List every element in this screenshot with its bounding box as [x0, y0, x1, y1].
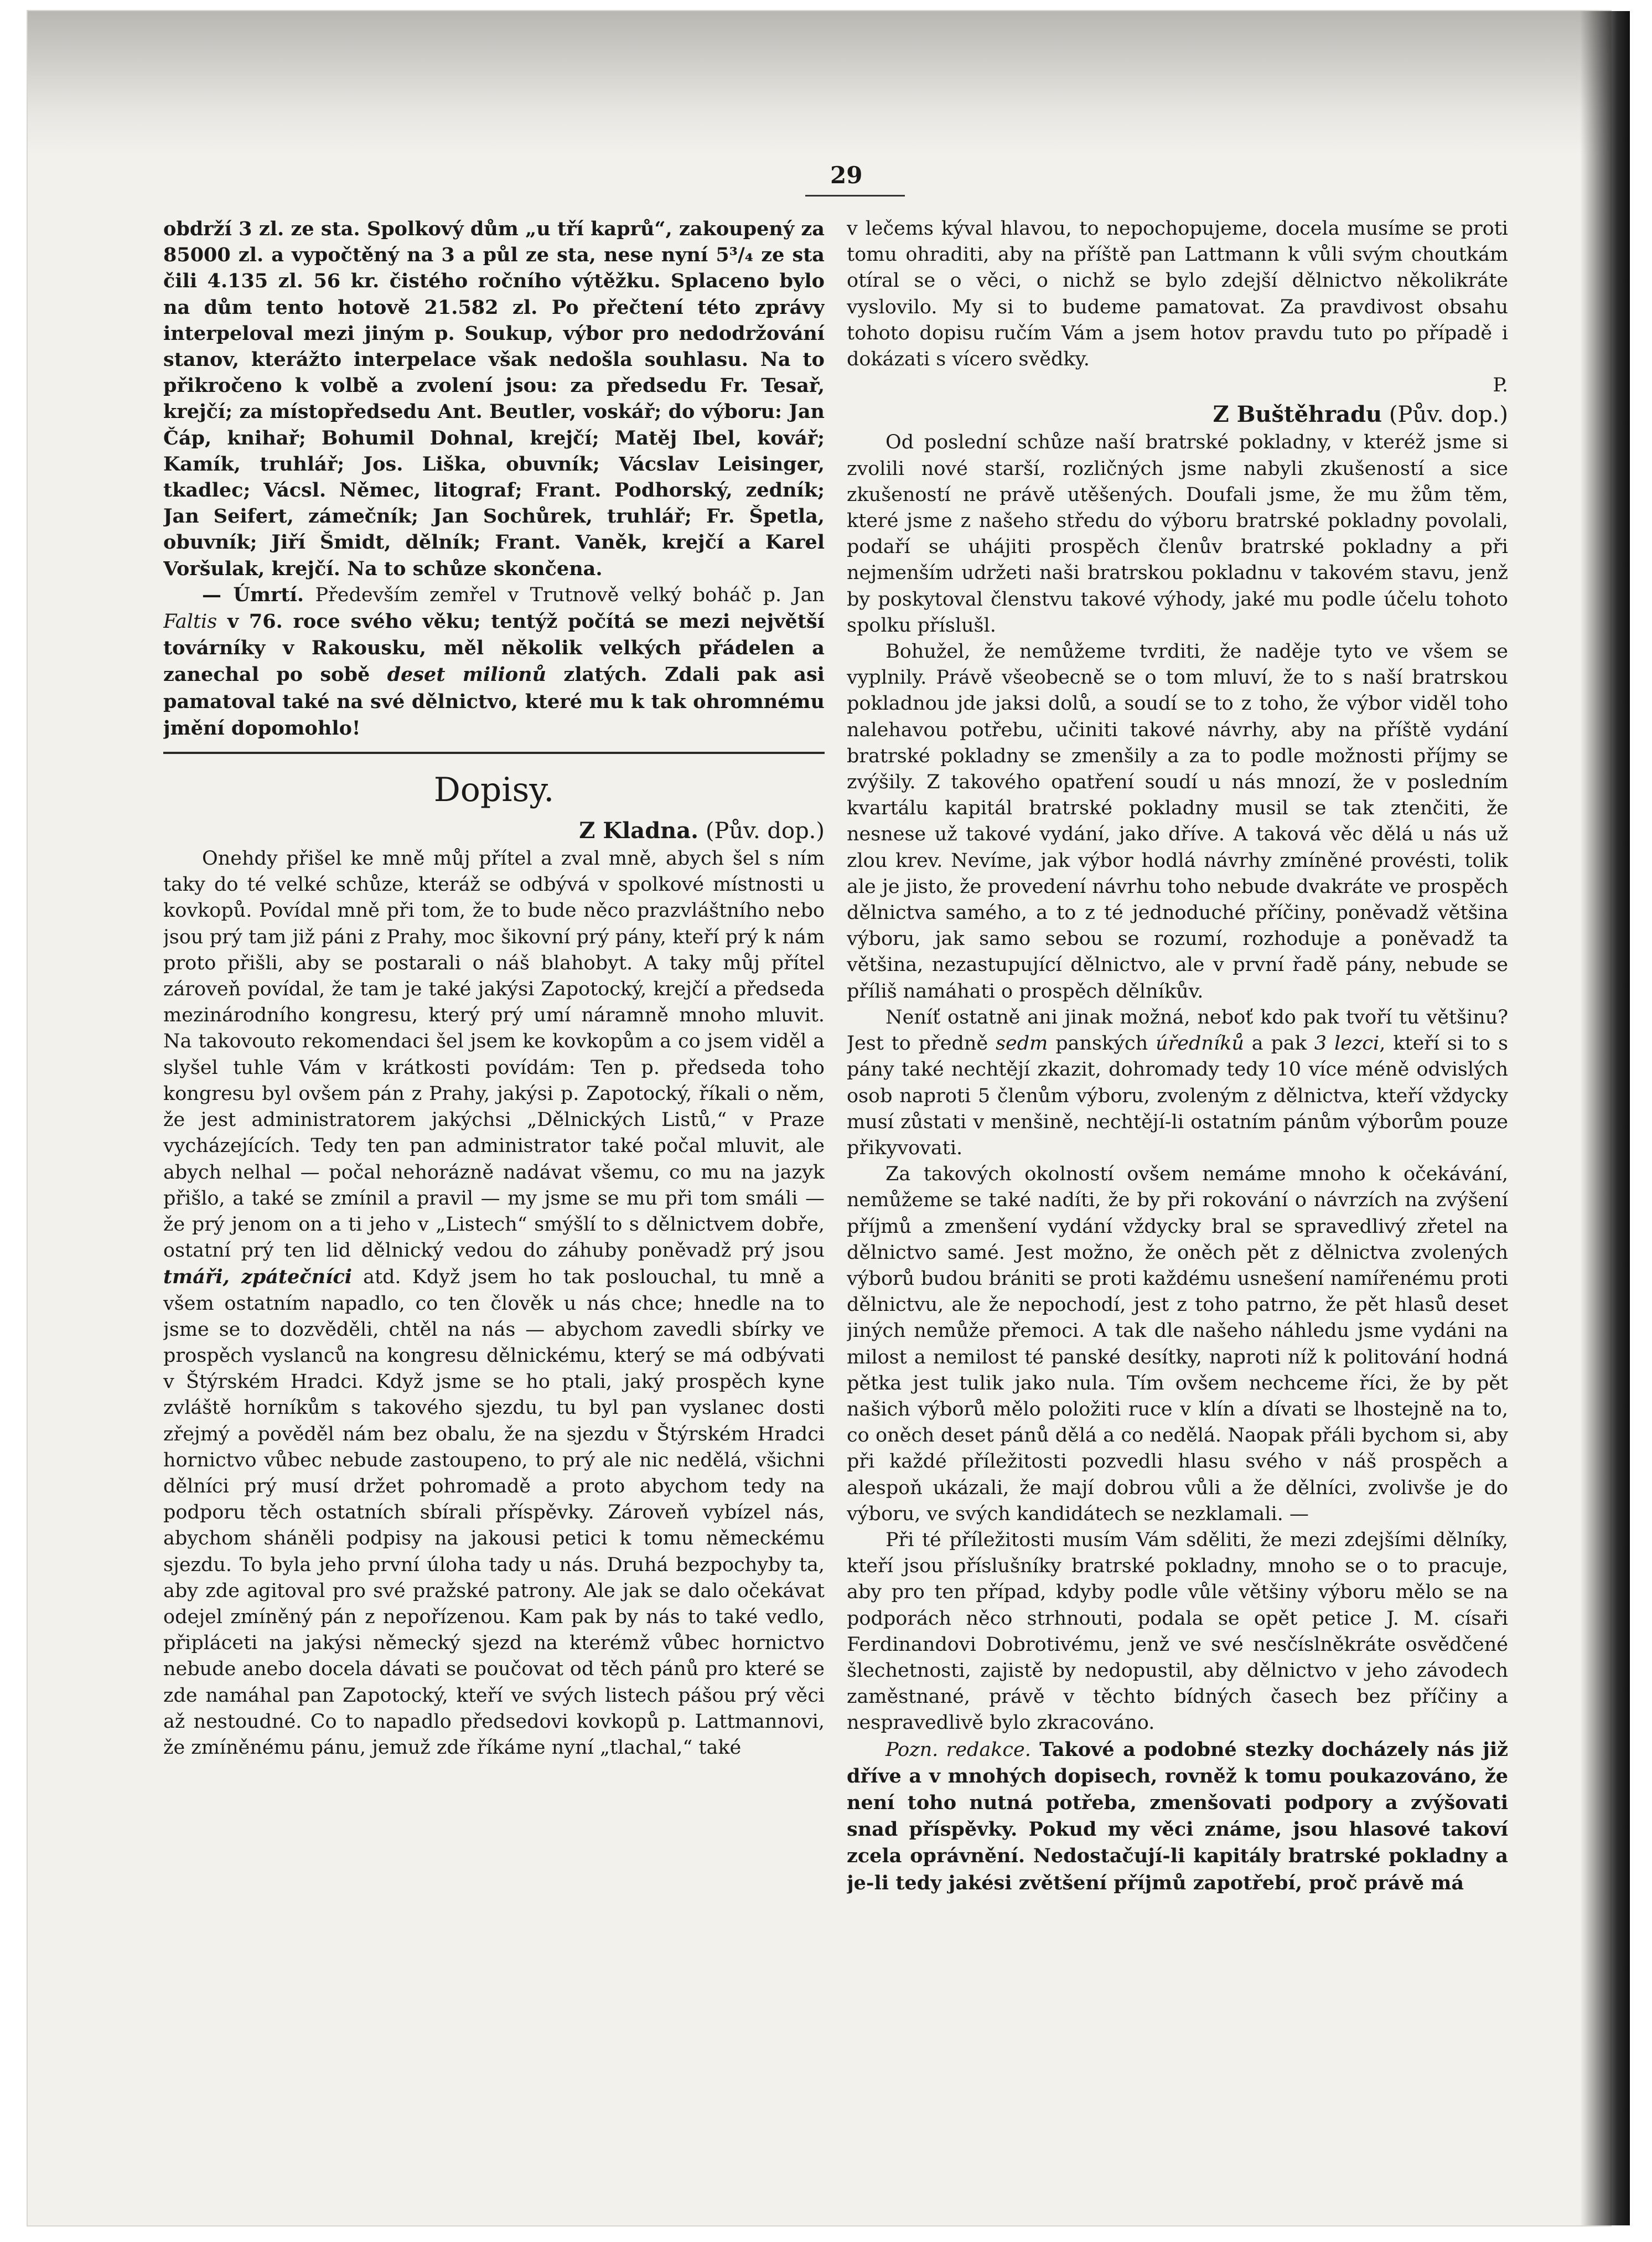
section-title-dopisy: Dopisy. — [433, 771, 555, 810]
right-column — [847, 216, 1508, 2209]
b3-text-b: panských — [1048, 1032, 1156, 1055]
right-paragraph-1: v lečems kýval hlavou, to nepochopujeme, docela musíme se proti tomu ohraditi, aby na příště pan Lattmann k vůli svým choutkám otíral se o věci, o nichž se bylo zdejší dělnictvo několikráte vyslovilo. My si to budeme pamatovat. Za pravdivost obsahu tohoto dopisu ručím Vám a jsem hotov pravdu tuto po případě i dokázati s vícero svědky. — [847, 218, 1508, 371]
scan-edge-right — [1580, 11, 1630, 2225]
letter-note-bustehrad: (Pův. dop.) — [1389, 402, 1508, 428]
umrti-paragraph — [163, 582, 825, 742]
umrti-title: — Úmrtí. — [202, 583, 304, 606]
bustehrad-paragraph-1: Od poslední schůze naší bratrské pokladny, v kteréž jsme si zvolili nové starší, rozličných jsme nabyli zkušeností a sice zkušeností ne právě utěšených. Doufali jsme, že mu žům těm, které jsme z našeho středu do výboru bratrské pokladny povolali, podaří se uhájiti prospěch členův bratrské pokladny a při nejmenším udržeti naši bratrskou pokladnu v takovém stavu, jenž by poskytoval členstvu takové výhody, jaké mu podle účelu tohoto spolku příslušl. — [847, 431, 1508, 637]
umrti-text-a: Především zemřel v Trutnově velký boháč p. Jan — [304, 583, 825, 606]
letter-place-kladno: Z Kladna. — [579, 818, 699, 844]
bustehrad-paragraph-3 — [847, 1005, 1508, 1161]
page-number: 29 — [830, 162, 863, 189]
b3-emphasis-2: úředníků — [1156, 1032, 1244, 1055]
umrti-sum: deset milionů — [387, 663, 546, 686]
bustehrad-paragraph-5: Při té příležitosti musím Vám sděliti, že mezi zdejšími dělníky, kteří jsou příslušníky bratrské pokladny, mnoho se o to pracuje, aby pro ten případ, kdyby podle vůle většiny výboru mělo se na podporách něco strhnouti, podala se opět petice J. M. císaři Ferdinandovi Dobrotivému, jenž ve své nesčíslněkráte osvědčené šlechetnosti, zajistě by nedopustil, aby dělnictvo v jeho závodech zaměstnané, právě v těchto bídných časech bez příčiny a nespravedlivě bylo zkracováno. — [847, 1528, 1508, 1734]
bustehrad-paragraph-4: Za takových okolností ovšem nemáme mnoho k očekávání, nemůžeme se také nadíti, že by při rokování o návrzích na zvýšení příjmů a zmenšení vydání vždycky bral se spravedlivý zřetel na dělnictvo samé. Jest možno, že oněch pět z dělnictva zvolených výborů budou brániti se proti každému usnešení namířenému proti dělnictvu, ale že nepochodí, jest z toho patrno, že pět hlasů deset jiných nemůže přemoci. A tak dle našeho náhledu jsme vydáni na milost a nemilost té panské desítky, naproti níž k politování hodná pětka jest tulik jako nula. Tím ovšem nechceme říci, že by pět našich výborů mělo položiti ruce v klín a dívati se lhostejně na to, co oněch deset pánů dělá a co nedělá. Naopak přáli bychom si, aby při každé příležitosti pozvedli hlasu svého v náš prospěch a alespoň ukázali, že mají dobrou vůli a že dělníci, zvolivše je do výboru, ve svých kandidátech se nezklamali. — — [847, 1163, 1508, 1525]
b3-emphasis-3: 3 lezci — [1314, 1032, 1380, 1055]
letter-heading-bustehrad — [847, 401, 1508, 428]
kladno-text-b: atd. Když jsem ho tak poslouchal, tu mně a všem ostatním napadlo, co ten člověk u nás chce; hnedle na to jsme se to dozvěděli, chtěl na nás — abychom zavedli sbírky ve prospěch vyslanců na kongresu dělnickému, který se má odbývati v Štýrském Hradci. Když jsme se ho ptali, jaký prospěch kyne zvláště horníkům s takového sjezdu, tu byl pan vyslanec dosti zřejmý a pověděl nám bez obalu, že na sjezdu v Štýrském Hradci hornictvo vůbec nebude zastoupeno, to prý ale nic nedělá, všichni dělníci prý musí držet pohromadě a proto abychom tedy na podporu těch ostatních sbírali příspěvky. Zároveň vybízel nás, abychom sháněli podpisy na jakousi petici k tomu německému sjezdu. To byla jeho první úloha tady u nás. Druhá bezpochyby ta, aby zde agitoval pro své pražské patrony. Ale jak se dalo očekávat odejel zmíněný pán z nepořízenou. Kam pak by nás to také vedlo, připláceti na jakýsi německý sjezd na kterémž vůbec hornictvo nebude anebo docela dávati se poučovat od těch pánů pro které se zde namáhal pan Zapotocký, kteří ve svých listech pášou prý věci až nestoudné. Co to napadlo předsedovi kovkopů p. Lattmannovi, že zmíněnému pánu, jemuž zde říkáme nyní „tlachal,“ také — [163, 1266, 825, 1759]
editor-note-label: Pozn. redakce. — [885, 1738, 1031, 1761]
letter-heading-kladno — [163, 817, 825, 845]
b3-text-d: , kteří si to s pány také nechtějí zkazit, dohromady tedy 10 více méně odvislých osob naproti 5 členům výboru, zvoleným z dělnictva, kteří vždycky musí zůstati v menšině, nechtějí-li ostatním pánům výborům pouze přikyvovati. — [847, 1032, 1508, 1159]
page-number-rule — [805, 195, 905, 197]
letter-place-bustehrad: Z Buštěhradu — [1213, 401, 1382, 428]
umrti-name: Faltis — [163, 611, 217, 633]
kladno-text-a: Onehdy přišel ke mně můj přítel a zval mně, abych šel s ním taky do té velké schůze, kteráž se odbývá v spolkové místnosti u kovkopů. Povídal mně při tom, že to bude něco prazvláštního nebo jsou prý tam již páni z Prahy, moc šikovní prý pány, kteří prý k nám proto přišli, aby se postarali o náš blahobyt. A taky můj přítel zároveň povídal, že tam je také jakýsi Zapotocký, krejčí a předseda mezinárodního kongresu, který prý umí náramně mnoho mluvit. Na takovouto rekomendaci šel jsem ke kovkopům a co jsem viděl a slyšel tuhle Vám v krátkosti povídám: Ten p. předseda toho kongresu byl ovšem pán z Prahy, jakýsi p. Zapotocký, říkali o něm, že jest administratorem jakýchsi „Dělnických Listů,“ v Praze vycházejících. Tedy ten pan administrator také počal mluvit, ale abych nelhal — počal nehorázně nadávat všemu, co mu na jazyk přišlo, a také se zmínil a pravil — my jsme se mu při tom smáli — že prý jenom on a ti jeho v „Listech“ smýšlí to s dělnictvem dobře, ostatní prý ten lid dělnický vedou do záhuby poněvadž prý jsou — [163, 848, 825, 1262]
left-paragraph-1: obdrží 3 zl. ze sta. Spolkový dům „u tří kaprů“, zakoupený za 85000 zl. a vypočtěný na 3 a půl ze sta, nese nyní 5³/₄ ze sta čili 4.135 zl. 56 kr. čistého ročního výtěžku. Splaceno bylo na dům tento hotově 21.582 zl. Po přečtení této zprávy interpeloval mezi jiným p. Soukup, výbor pro nedodržování stanov, kterážto interpelace však nedošla souhlasu. Na to přikročeno k volbě a zvolení jsou: za předsedu Fr. Tesař, krejčí; za místopředsedu Ant. Beutler, voskář; do výboru: Jan Čáp, knihař; Bohumil Dohnal, krejčí; Matěj Ibel, kovář; Kamík, truhlář; Jos. Liška, obuvník; Vácslav Leisinger, tkadlec; Vácsl. Němec, litograf; Frant. Podhorský, zedník; Jan Seifert, zámečník; Jan Sochůrek, truhlář; Fr. Špetla, obuvník; Jiří Šmidt, dělník; Frant. Vaněk, krejčí a Karel Voršulak, krejčí. Na to schůze skončena. — [163, 218, 825, 580]
scan-shadow-top — [28, 11, 1610, 155]
umrti-text-c: zlatých. Zdali pak asi pamatoval také na své dělnictvo, které mu k tak ohromnému jmění dopomohlo! — [163, 663, 825, 740]
section-divider — [163, 752, 825, 754]
editor-note-paragraph — [847, 1737, 1508, 1897]
umrti-text-b: v 76. roce svého věku; tentýž počítá se mezi největší továrníky v Rakousku, měl několik velkých přádelen a zanechal po sobě — [163, 610, 825, 686]
kladno-emphasis: tmáři, zpátečníci — [163, 1265, 353, 1289]
b3-text-c: a pak — [1244, 1032, 1314, 1055]
kladno-paragraph — [163, 846, 825, 1761]
bustehrad-paragraph-2: Bohužel, že nemůžeme tvrditi, že naděje tyto ve všem se vyplnily. Právě všeobecně se o tom mluví, že to s naší bratrskou pokladnou jde jaksi dolů, a soudí se to z toho, že výbor viděl toho nalehavou potřebu, učiniti takové návrhy, aby na příště vydání bratrské pokladny se zmenšily a za to podle možnosti příjmy se zvýšily. Z takového opatření soudí u nás mnozí, že v posledním kvartálu kapitál bratrské pokladny musil se tak ztenčiti, že nesnese už takové vydání, jako dříve. A taková věc dělá u nás už zlou krev. Nevíme, jak výbor hodlá návrhy zmíněné provésti, tolik ale je jisto, že provedení návrhu toho nebude dvakráte ve prospěch dělnictva samého, a to z té jednoduché příčiny, poněvadž většina výboru, jak samo sebou se rozumí, rozhoduje a poněvadž ta většina, nezastupující dělnictvo, ale v první řadě pány, nebude se příliš namáhati o prospěch dělníkův. — [847, 640, 1508, 1003]
left-column — [163, 216, 825, 2209]
letter-signature: P. — [1493, 374, 1508, 397]
b3-text-a: Neníť ostatně ani jinak možná, neboť kdo pak tvoří tu většinu? Jest to předně — [847, 1006, 1508, 1055]
editor-note-text: Takové a podobné stezky docházely nás již dříve a v mnohých dopisech, rovněž k tomu poukazováno, že není toho nutná potřeba, zmenšovati podpory a zvýšovati snad příspěvky. Pokud my věci známe, jsou hlasové takoví zcela oprávnění. Nedostačují-li kapitály bratrské pokladny a je-li tedy jakési zvětšení příjmů zapotřebí, proč právě má — [847, 1738, 1508, 1894]
b3-emphasis-1: sedm — [996, 1032, 1048, 1055]
letter-note-kladno: (Pův. dop.) — [705, 818, 825, 844]
